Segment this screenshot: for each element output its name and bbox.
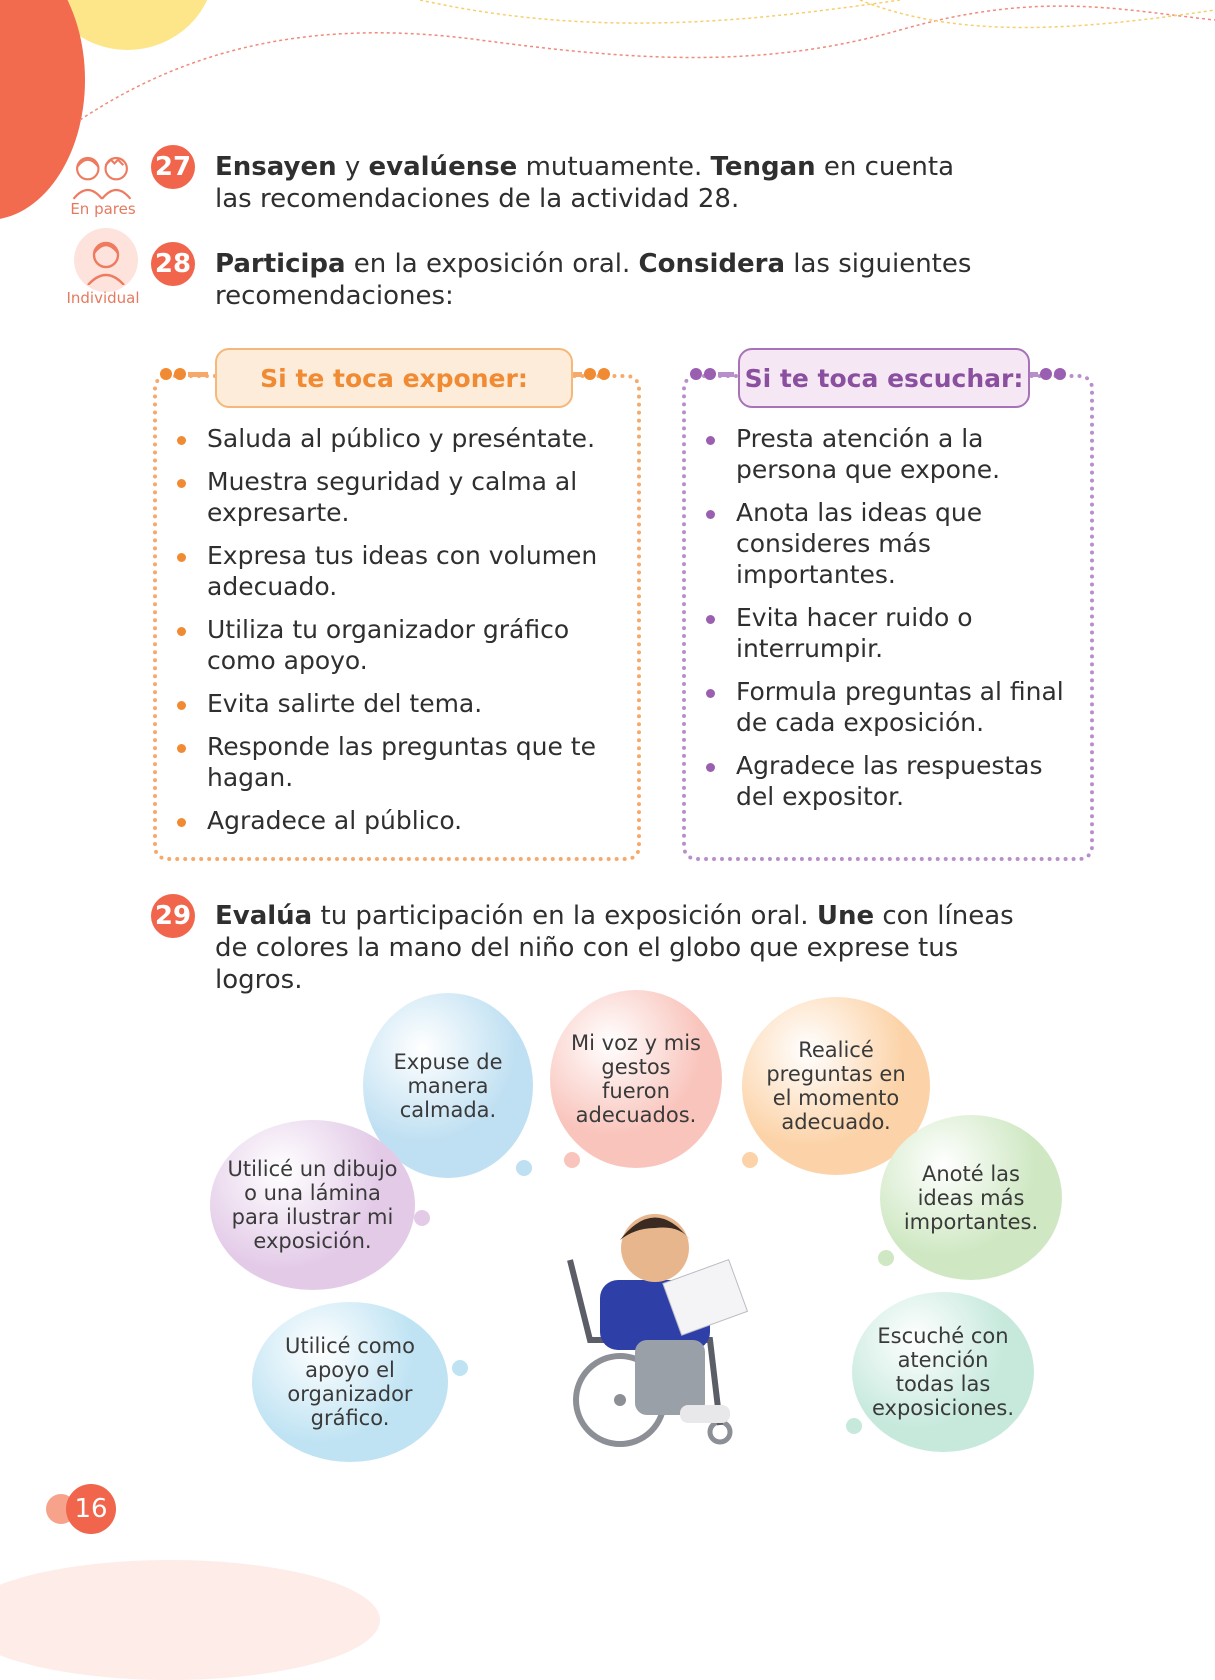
balloon-listened-carefully[interactable] [852, 1292, 1034, 1452]
expose-box-title: Si te toca exponer: [215, 348, 573, 408]
balloon-voice-gestures[interactable] [550, 990, 722, 1168]
pair-work-icon [70, 142, 134, 206]
text-run: en la exposición oral. [345, 249, 639, 279]
pair-work-label: En pares [70, 200, 136, 218]
boy-in-wheelchair-illustration [560, 1200, 760, 1450]
list-item: Presta atención a la persona que expone. [702, 423, 1072, 485]
balloon-text: Realicé preguntas en el momento adecuado. [766, 1038, 906, 1134]
list-item: Evita salirte del tema. [173, 688, 613, 719]
purple-bead-decoration-left [690, 368, 734, 380]
activity-28-instruction [215, 248, 975, 312]
orange-bead-decoration-right [570, 368, 610, 380]
list-item: Utiliza tu organizador gráfico como apoyo. [173, 614, 613, 676]
list-item: Muestra seguridad y calma al expresarte. [173, 466, 613, 528]
text-run: y [336, 152, 369, 182]
balloon-knot [516, 1160, 532, 1176]
decorative-bottom-shape [0, 1560, 380, 1680]
activity-number-27: 27 [151, 145, 195, 189]
orange-bead-decoration-left [160, 368, 208, 380]
activity-number-29: 29 [151, 894, 195, 938]
text-run: mutuamente. [517, 152, 711, 182]
balloon-used-organizer[interactable] [252, 1302, 448, 1462]
balloon-knot [846, 1418, 862, 1434]
text-run: en cuenta las recomendaciones de la actividad 28. [215, 152, 955, 214]
listen-box-title: Si te toca escuchar: [738, 348, 1030, 408]
list-item: Agradece las respuestas del expositor. [702, 750, 1072, 812]
activity-27-instruction [215, 151, 975, 215]
individual-work-icon [74, 228, 138, 292]
page-number: 16 [66, 1484, 116, 1534]
text-run: las siguientes recomendaciones: [215, 249, 972, 311]
balloon-text: Utilicé un dibujo o una lámina para ilustrar mi exposición. [227, 1157, 398, 1253]
balloon-text: Anoté las ideas más importantes. [903, 1161, 1039, 1234]
text-run: Ensayen [215, 152, 337, 182]
list-item: Saluda al público y preséntate. [173, 423, 613, 454]
list-item: Formula preguntas al final de cada exposición. [702, 676, 1072, 738]
balloon-text: Utilicé como apoyo el organizador gráfico. [285, 1334, 415, 1430]
balloon-knot [742, 1152, 758, 1168]
list-item: Agradece al público. [173, 805, 613, 836]
list-item: Anota las ideas que consideres más importantes. [702, 497, 1072, 590]
activity-number-28: 28 [151, 242, 195, 286]
list-item: Evita hacer ruido o interrumpir. [702, 602, 1072, 664]
text-run: Evalúa [215, 901, 313, 931]
text-run: Participa [215, 249, 346, 279]
expose-tips-list [173, 423, 613, 848]
balloon-knot [564, 1152, 580, 1168]
balloon-text: Expuse de manera calmada. [393, 1049, 503, 1122]
balloon-text: Escuché con atención todas las exposiciones. [871, 1324, 1014, 1420]
listen-tips-list [702, 423, 1072, 824]
text-run: Considera [638, 249, 785, 279]
text-run: con líneas de colores la mano del niño con el globo que exprese tus logros. [215, 901, 1014, 995]
purple-bead-decoration-right [1028, 368, 1066, 380]
text-run: evalúense [368, 152, 518, 182]
decorative-dashed-lines [0, 0, 1215, 140]
text-run: Tengan [710, 152, 816, 182]
balloon-knot [452, 1360, 468, 1376]
list-item: Responde las preguntas que te hagan. [173, 731, 613, 793]
activity-29-instruction [215, 900, 1015, 996]
text-run: tu participación en la exposición oral. [312, 901, 817, 931]
text-run: Une [816, 901, 875, 931]
list-item: Expresa tus ideas con volumen adecuado. [173, 540, 613, 602]
balloon-noted-ideas[interactable] [880, 1115, 1062, 1280]
balloon-text: Mi voz y mis gestos fueron adecuados. [571, 1031, 701, 1127]
individual-work-label: Individual [66, 289, 140, 307]
balloon-used-drawing[interactable] [210, 1120, 415, 1290]
balloon-knot [878, 1250, 894, 1266]
balloon-knot [414, 1210, 430, 1226]
